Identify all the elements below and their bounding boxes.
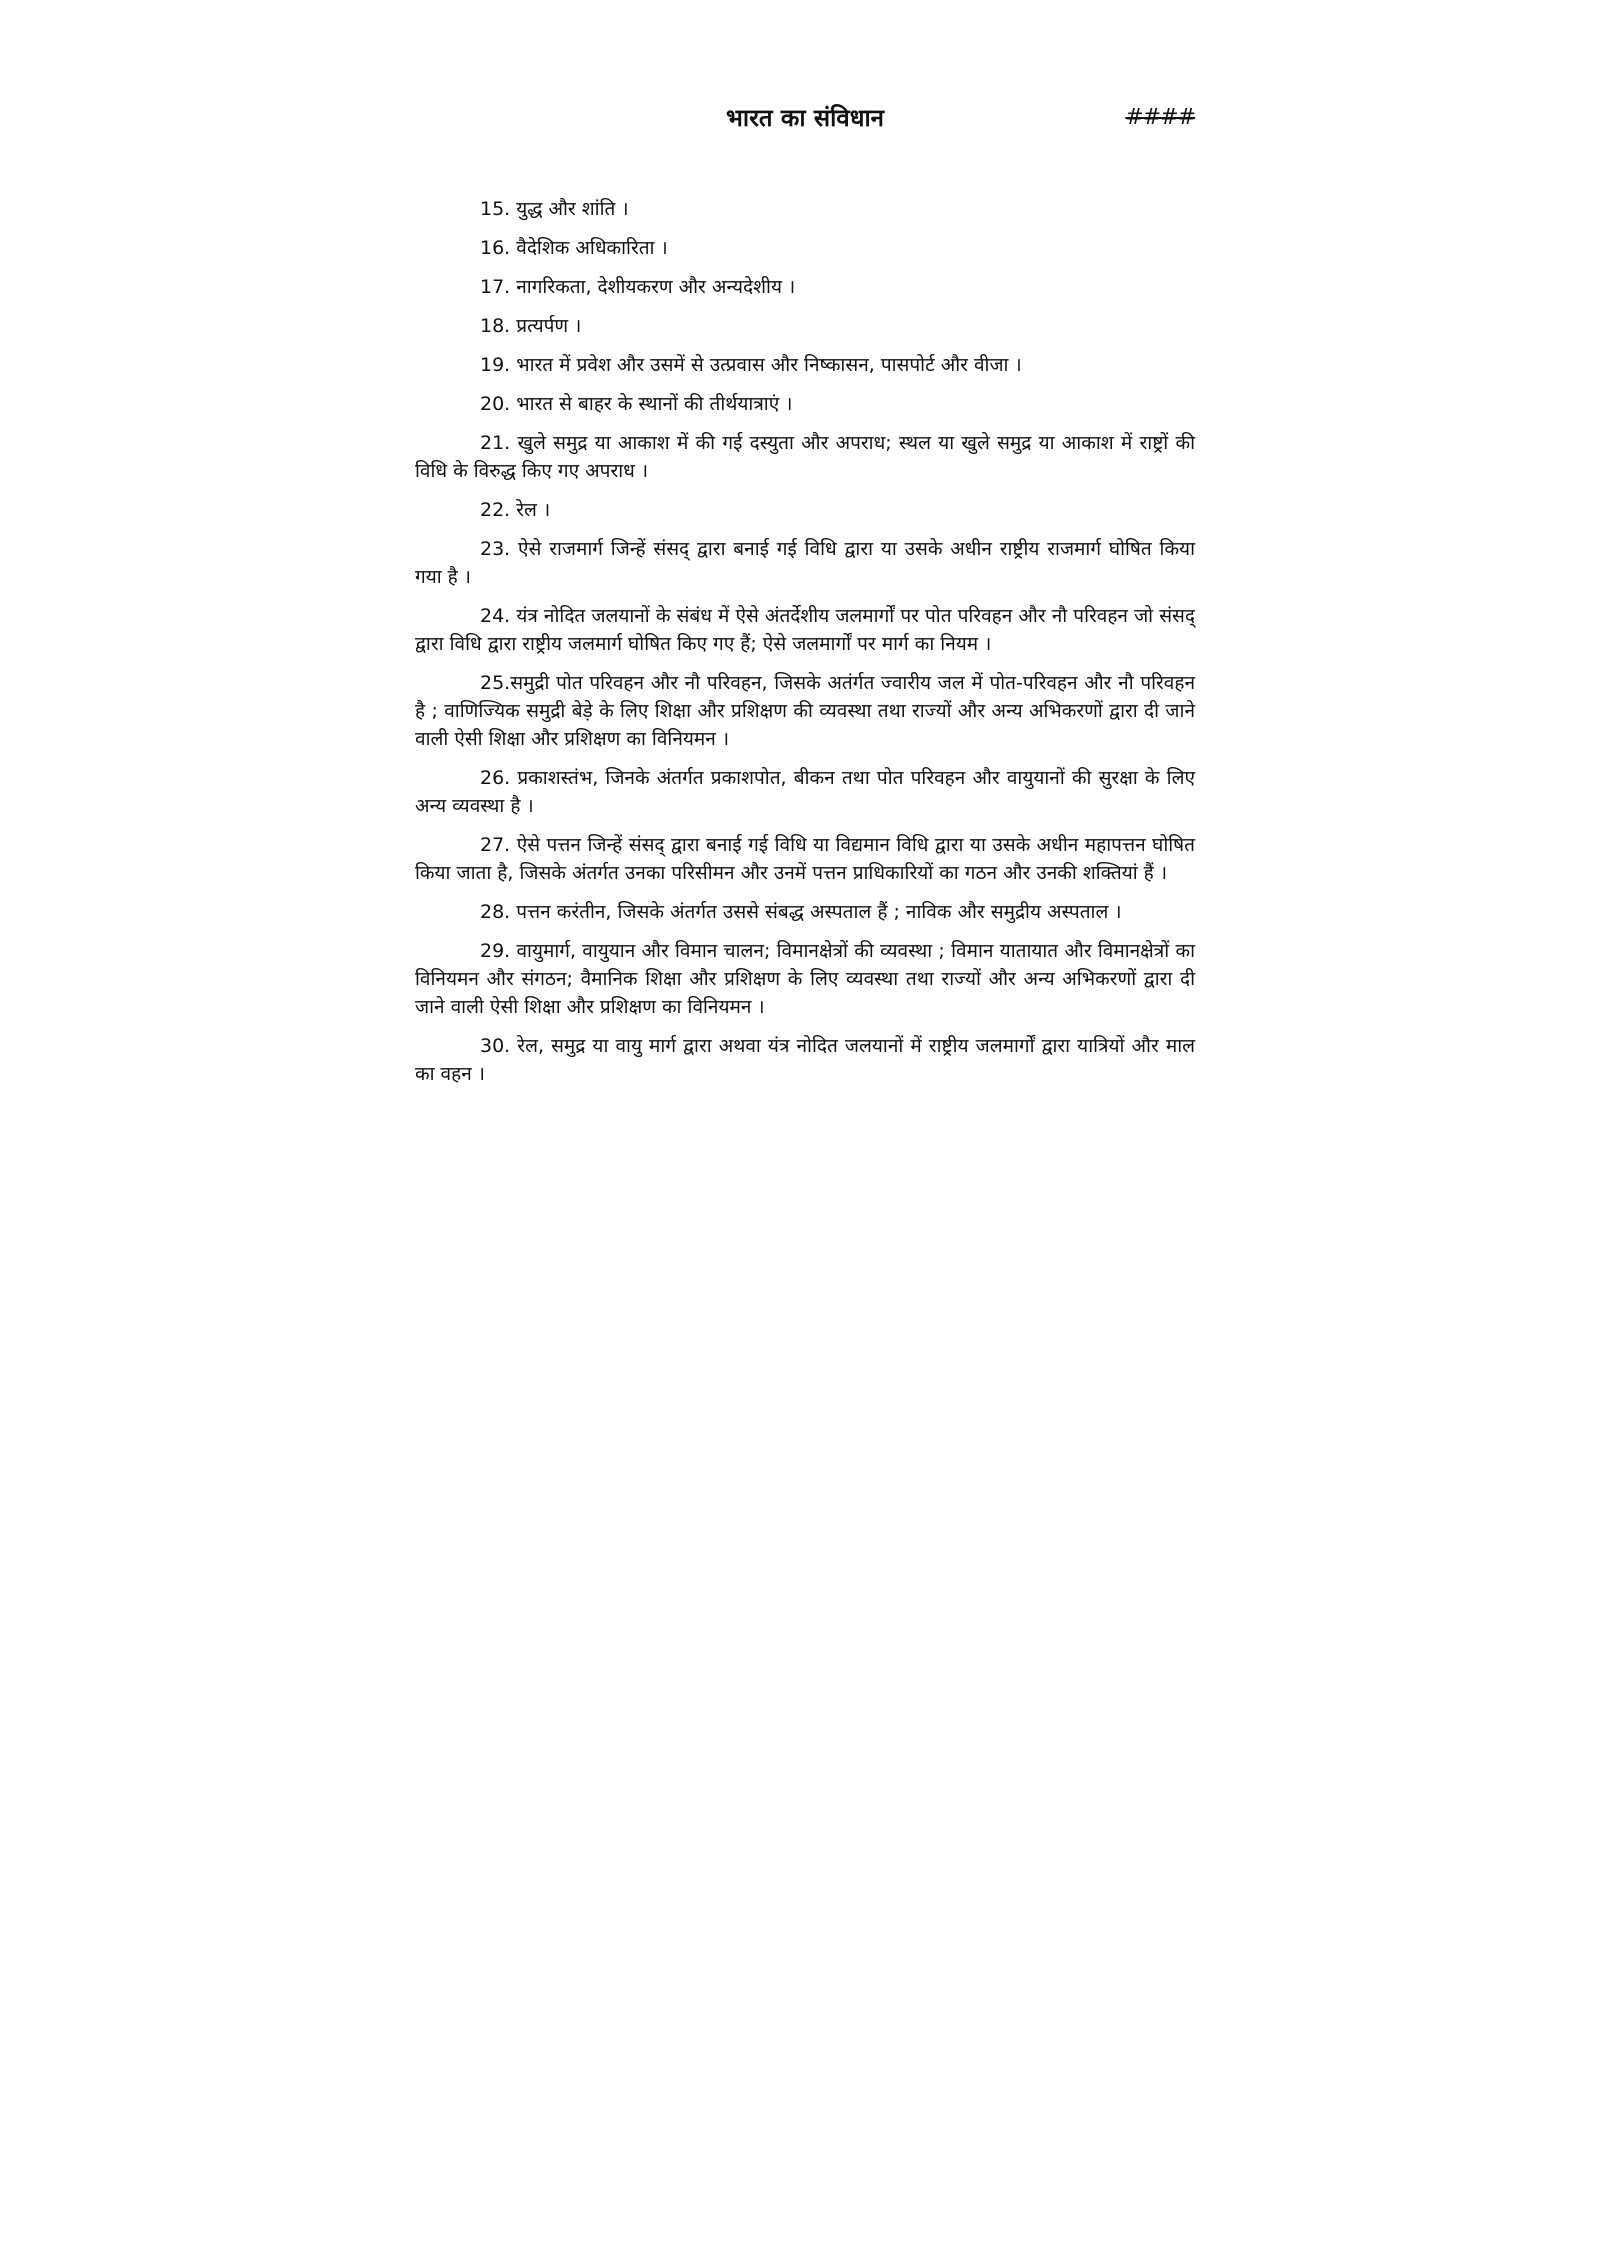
- entry-27: 27. ऐसे पत्तन जिन्हें संसद् द्वारा बनाई गई विधि या विद्यमान विधि द्वारा या उसके अधीन महापत्तन घोषित किया जाता है, जिसके अंतर्गत उनका परिसीमन और उनमें पत्तन प्राधिकारियों का गठन और उनकी शक्तियां हैं ।: [415, 834, 1195, 884]
- entry-29: 29. वायुमार्ग, वायुयान और विमान चालन; विमानक्षेत्रों की व्यवस्था ; विमान यातायात और विमानक्षेत्रों का विनियमन और संगठन; वैमानिक शिक्षा और प्रशिक्षण के लिए व्यवस्था तथा राज्यों और अन्य अभिकरणों द्वारा दी जाने वाली ऐसी शिक्षा और प्रशिक्षण का विनियमन ।: [415, 940, 1195, 1018]
- entry-25: 25.समुद्री पोत परिवहन और नौ परिवहन, जिसके अतंर्गत ज्वारीय जल में पोत-परिवहन और नौ परिवहन है ; वाणिज्यिक समुद्री बेड़े के लिए शिक्षा और प्रशिक्षण की व्यवस्था तथा राज्यों और अन्य अभिकरणों द्वारा दी जाने वाली ऐसी शिक्षा और प्रशिक्षण का विनियमन ।: [415, 672, 1195, 750]
- entry-26: 26. प्रकाशस्तंभ, जिनके अंतर्गत प्रकाशपोत, बीकन तथा पोत परिवहन और वायुयानों की सुरक्षा के लिए अन्य व्यवस्था है ।: [415, 767, 1195, 817]
- page-header: [415, 98, 1195, 138]
- entry-19: 19. भारत में प्रवेश और उसमें से उत्प्रवास और निष्कासन, पासपोर्ट और वीजा ।: [480, 354, 1022, 376]
- entry-28: 28. पत्तन करंतीन, जिसके अंतर्गत उससे संबद्ध अस्पताल हैं ; नाविक और समुद्रीय अस्पताल ।: [480, 901, 1122, 923]
- entry-23: 23. ऐसे राजमार्ग जिन्हें संसद् द्वारा बनाई गई विधि द्वारा या उसके अधीन राष्ट्रीय राजमार्ग घोषित किया गया है ।: [415, 538, 1195, 588]
- entry-18: 18. प्रत्यर्पण ।: [480, 315, 582, 337]
- entry-21: 21. खुले समुद्र या आकाश में की गई दस्युता और अपराध; स्थल या खुले समुद्र या आकाश में राष्ट्रों की विधि के विरुद्ध किए गए अपराध ।: [415, 432, 1195, 482]
- entry-16: 16. वैदेशिक अधिकारिता ।: [480, 237, 668, 259]
- entry-22: 22. रेल ।: [480, 499, 551, 521]
- entry-24: 24. यंत्र नोदित जलयानों के संबंध में ऐसे अंतर्देशीय जलमार्गों पर पोत परिवहन और नौ परिवहन जो संसद् द्वारा विधि द्वारा राष्ट्रीय जलमार्ग घोषित किए गए हैं; ऐसे जलमार्गों पर मार्ग का नियम ।: [415, 605, 1195, 655]
- page-title: भारत का संविधान: [725, 104, 885, 132]
- entry-30: 30. रेल, समुद्र या वायु मार्ग द्वारा अथवा यंत्र नोदित जलयानों में राष्ट्रीय जलमार्गों द्वारा यात्रियों और माल का वहन ।: [415, 1035, 1195, 1085]
- entry-17: 17. नागरिकता, देशीयकरण और अन्यदेशीय ।: [480, 276, 796, 298]
- entry-list: [415, 195, 1195, 1099]
- entry-15: 15. युद्ध और शांति ।: [480, 198, 629, 220]
- entry-20: 20. भारत से बाहर के स्थानों की तीर्थयात्राएं ।: [480, 393, 793, 415]
- page-number: ####: [1125, 105, 1195, 130]
